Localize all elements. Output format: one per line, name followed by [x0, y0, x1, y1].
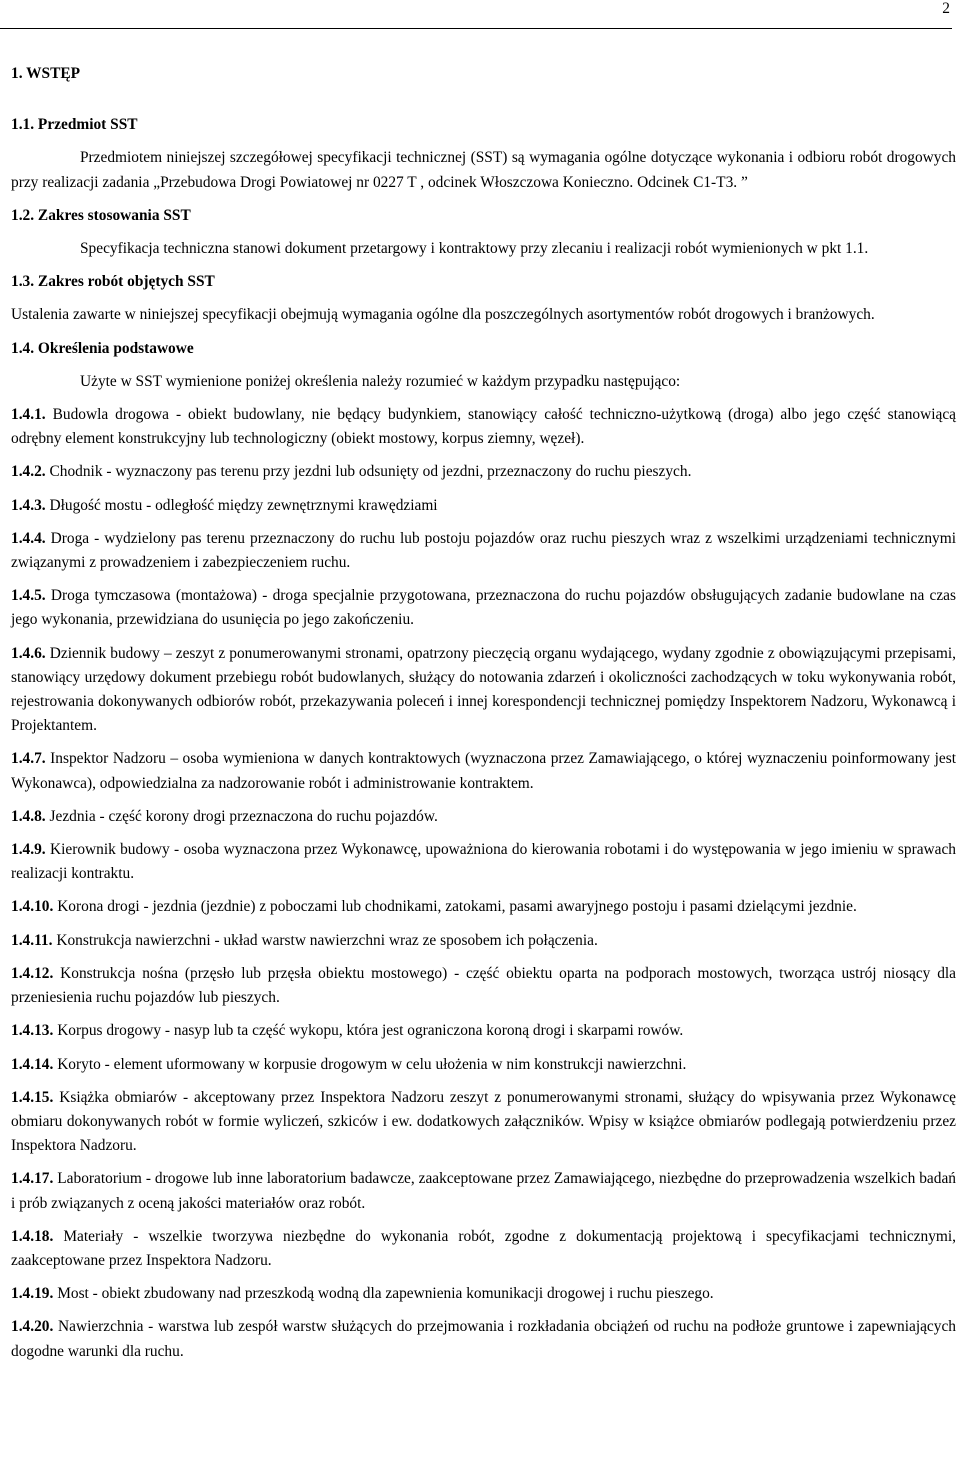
definition-number: 1.4.7. [11, 750, 46, 768]
definition-number: 1.4.3. [11, 496, 46, 514]
definition-text: Droga tymczasowa (montażowa) - droga specjalnie przygotowana, przeznaczona do ruchu pojazdów obsługujących zadanie budowlane na czas jego wykonania, przewidziana do usunięcia po jego zakończeniu. [11, 587, 956, 629]
definition-item [11, 929, 956, 953]
header-rule [0, 28, 952, 29]
document-body [11, 62, 956, 1373]
definition-number: 1.4.1. [11, 406, 46, 424]
page-number: 2 [942, 0, 950, 17]
paragraph-1-2: Specyfikacja techniczna stanowi dokument przetargowy i kontraktowy przy zlecaniu i realizacji robót wymienionych w pkt 1.1. [80, 240, 869, 258]
definition-number: 1.4.14. [11, 1055, 54, 1073]
definition-item [11, 838, 956, 886]
definition-number: 1.4.5. [11, 587, 46, 605]
definition-number: 1.4.18. [11, 1227, 54, 1245]
definition-text: Książka obmiarów - akceptowany przez Inspektora Nadzoru zeszyt z ponumerowanymi stronami, służący do wpisywania przez Wykonawcę obmiaru dokonywanych robót w formie wyliczeń, szkiców i ew. dodatkowych załączników. Wpisy w książce obmiarów podlegają potwierdzeniu przez Inspektora Nadzoru. [11, 1088, 956, 1155]
definition-item [11, 1019, 956, 1043]
definition-text: Kierownik budowy - osoba wyznaczona przez Wykonawcę, upoważniona do kierowania robotami i do występowania w jego imieniu w sprawach realizacji kontraktu. [11, 841, 956, 883]
definition-number: 1.4.6. [11, 644, 46, 662]
definition-item [11, 1282, 956, 1306]
section-heading-1-4: 1.4. Określenia podstawowe [11, 339, 194, 357]
definition-item [11, 642, 956, 739]
definition-text: Dziennik budowy – zeszyt z ponumerowanymi stronami, opatrzony pieczęcią organu wydającego, wydany zgodnie z obowiązującymi przepisami, stanowiący urzędowy dokument przebiegu robót budowlanych, służący do notowania zdarzeń i okoliczności zachodzących w toku wykonywania robót, rejestrowania dokonywanych odbiorów robót, przekazywania poleceń i innej korespondencji technicznej pomiędzy Inspektorem Nadzoru, Wykonawcą i Projektantem. [11, 644, 956, 735]
definition-text: Inspektor Nadzoru – osoba wymieniona w danych kontraktowych (wyznaczona przez Zamawiającego, o której wyznaczeniu poinformowany jest Wykonawca), odpowiedzialna za nadzorowanie robót i administrowanie kontraktem. [11, 750, 956, 792]
definition-number: 1.4.12. [11, 964, 54, 982]
definition-number: 1.4.11. [11, 931, 53, 949]
definition-item [11, 805, 956, 829]
definition-text: Koryto - element uformowany w korpusie drogowym w celu ułożenia w nim konstrukcji nawierzchni. [57, 1055, 687, 1073]
definition-item [11, 1086, 956, 1159]
definition-text: Konstrukcja nawierzchni - układ warstw nawierzchni wraz ze sposobem ich połączenia. [56, 931, 598, 949]
definition-number: 1.4.19. [11, 1285, 54, 1303]
definition-text: Materiały - wszelkie tworzywa niezbędne do wykonania robót, zgodne z dokumentacją projektową i specyfikacjami technicznymi, zaakceptowane przez Inspektora Nadzoru. [11, 1227, 956, 1269]
definition-item [11, 1315, 956, 1363]
paragraph-1-4: Użyte w SST wymienione poniżej określenia należy rozumieć w każdym przypadku następująco: [80, 372, 681, 390]
definition-item [11, 460, 956, 484]
definition-item [11, 1167, 956, 1215]
definition-item [11, 527, 956, 575]
definition-number: 1.4.17. [11, 1170, 54, 1188]
definition-text: Długość mostu - odległość między zewnętrznymi krawędziami [49, 496, 438, 514]
definition-item [11, 962, 956, 1010]
paragraph-1-3: Ustalenia zawarte w niniejszej specyfikacji obejmują wymagania ogólne dla poszczególnych asortymentów robót drogowych i branżowych. [11, 306, 875, 324]
definition-text: Laboratorium - drogowe lub inne laboratorium badawcze, zaakceptowane przez Zamawiającego, niezbędne do przeprowadzenia wszelkich badań i prób związanych z oceną jakości materiałów oraz robót. [11, 1170, 956, 1212]
definition-number: 1.4.15. [11, 1088, 54, 1106]
definition-text: Chodnik - wyznaczony pas terenu przy jezdni lub odsunięty od jezdni, przeznaczony do ruchu pieszych. [49, 463, 692, 481]
section-heading-1-2: 1.2. Zakres stosowania SST [11, 206, 191, 224]
definition-number: 1.4.4. [11, 529, 46, 547]
section-heading-1-3: 1.3. Zakres robót objętych SST [11, 273, 215, 291]
definition-text: Jezdnia - część korony drogi przeznaczona do ruchu pojazdów. [49, 807, 438, 825]
definitions-list [11, 403, 956, 1364]
definition-text: Korona drogi - jezdnia (jezdnie) z poboczami lub chodnikami, zatokami, pasami awaryjnego postoju i pasami dzielącymi jezdnie. [57, 898, 857, 916]
definition-text: Korpus drogowy - nasyp lub ta część wykopu, która jest ograniczona koroną drogi i skarpami rowów. [57, 1022, 684, 1040]
definition-text: Konstrukcja nośna (przęsło lub przęsła obiektu mostowego) - część obiektu oparta na podporach mostowych, tworząca ustrój niosący dla przeniesienia ruchu pojazdów lub pieszych. [11, 964, 956, 1007]
definition-item [11, 584, 956, 632]
definition-number: 1.4.13. [11, 1022, 54, 1040]
definition-text: Most - obiekt zbudowany nad przeszkodą wodną dla zapewnienia komunikacji drogowej i ruchu pieszego. [57, 1285, 714, 1303]
definition-item [11, 1053, 956, 1077]
definition-item [11, 1225, 956, 1273]
definition-number: 1.4.9. [11, 841, 46, 859]
section-heading-1-1: 1.1. Przedmiot SST [11, 116, 138, 134]
definition-item [11, 403, 956, 451]
definition-item [11, 494, 956, 518]
definition-text: Nawierzchnia - warstwa lub zespół warstw służących do przejmowania i rozkładania obciążeń od ruchu na podłoże gruntowe i zapewniających dogodne warunki dla ruchu. [11, 1318, 956, 1360]
definition-number: 1.4.20. [11, 1318, 54, 1336]
definition-number: 1.4.10. [11, 898, 54, 916]
definition-number: 1.4.2. [11, 463, 46, 481]
definition-number: 1.4.8. [11, 807, 46, 825]
definition-text: Budowla drogowa - obiekt budowlany, nie będący budynkiem, stanowiący całość techniczno-użytkową (droga) albo jego część stanowiącą odrębny element konstrukcyjny lub technologiczny (obiekt mostowy, korpus ziemny, węzeł). [11, 406, 956, 448]
definition-text: Droga - wydzielony pas terenu przeznaczony do ruchu lub postoju pojazdów oraz ruchu pieszych wraz z wszelkimi urządzeniami technicznymi związanymi z prowadzeniem i zabezpieczeniem ruchu. [11, 529, 956, 572]
section-heading-1: 1. WSTĘP [11, 65, 80, 82]
paragraph-1-1: Przedmiotem niniejszej szczegółowej specyfikacji technicznej (SST) są wymagania ogólne dotyczące wykonania i odbioru robót drogowych przy realizacji zadania „Przebudowa Drogi Powiatowej nr 0227 T , odcinek Włoszczowa Konieczno. Odcinek C1-T3. ” [11, 149, 956, 191]
definition-item [11, 747, 956, 795]
definition-item [11, 895, 956, 919]
